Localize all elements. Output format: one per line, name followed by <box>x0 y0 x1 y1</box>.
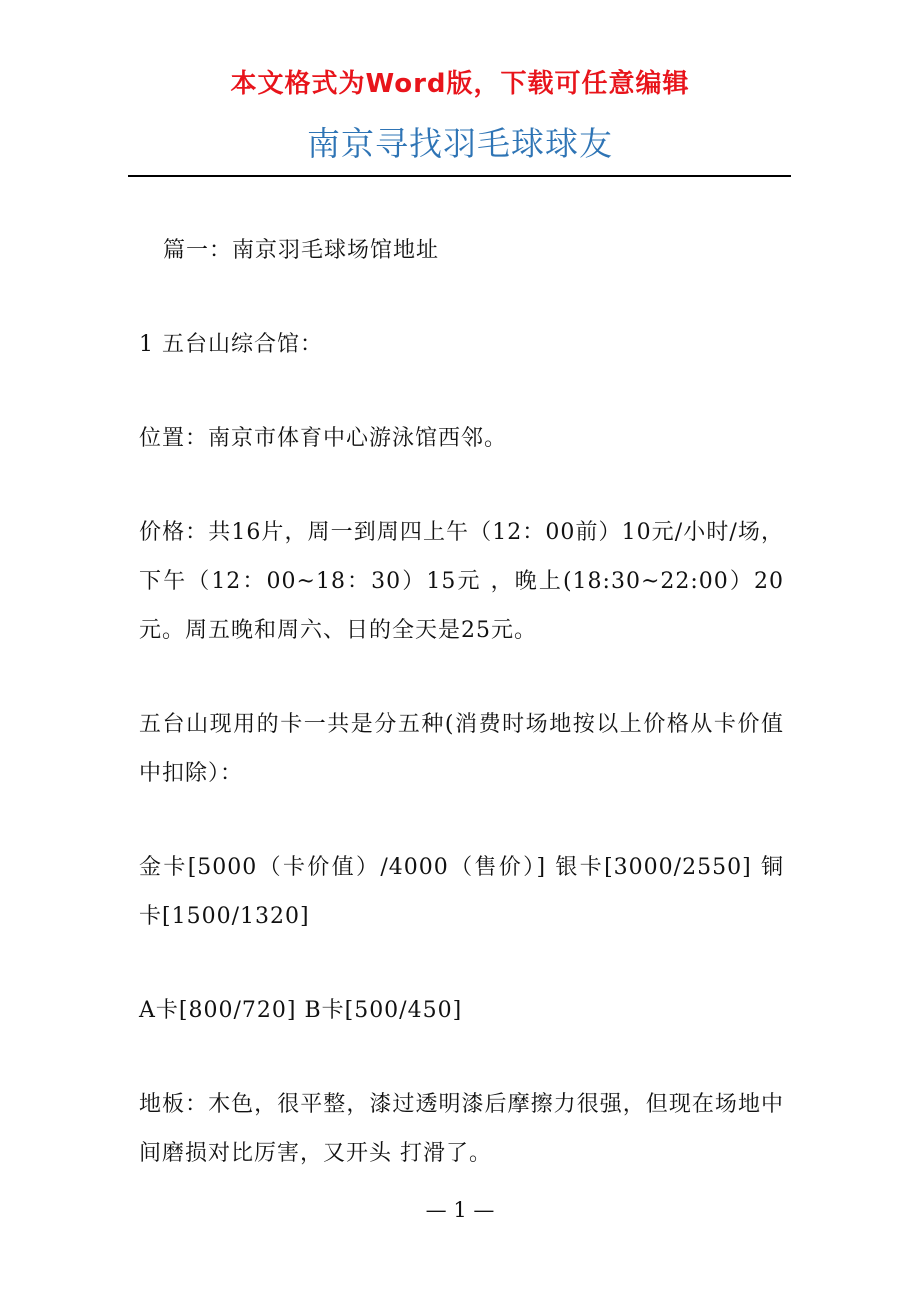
title-divider <box>128 175 791 177</box>
location-paragraph: 位置：南京市体育中心游泳馆西邻。 <box>139 426 508 451</box>
floor-paragraph: 地板：木色，很平整，漆过透明漆后摩擦力很强，但现在场地中间磨损对比厉害，又开头 打滑了。 <box>139 1092 784 1166</box>
card-types-paragraph: 五台山现用的卡一共是分五种(消费时场地按以上价格从卡价值中扣除）： <box>139 712 784 786</box>
card-list-paragraph: 金卡[5000（卡价值）/4000（售价）] 银卡[3000/2550] 铜卡[1500/1320] <box>139 855 784 929</box>
venue-heading: 1 五台山综合馆： <box>139 332 323 357</box>
format-notice: 本文格式为Word版，下载可任意编辑 <box>230 69 690 99</box>
card-list-paragraph-2: A卡[800/720] B卡[500/450] <box>139 998 463 1023</box>
document-title: 南京寻找羽毛球球友 <box>307 124 613 163</box>
document-body <box>139 226 784 1223</box>
section-heading: 篇一：南京羽毛球场馆地址 <box>163 238 440 263</box>
page-number: — 1 — <box>425 1198 495 1222</box>
price-paragraph: 价格：共16片，周一到周四上午（12：00前）10元/小时/场，下午（12：00~18：30）15元 ，晚上(18:30~22:00）20元。周五晚和周六、日的全天是25元。 <box>139 520 784 643</box>
